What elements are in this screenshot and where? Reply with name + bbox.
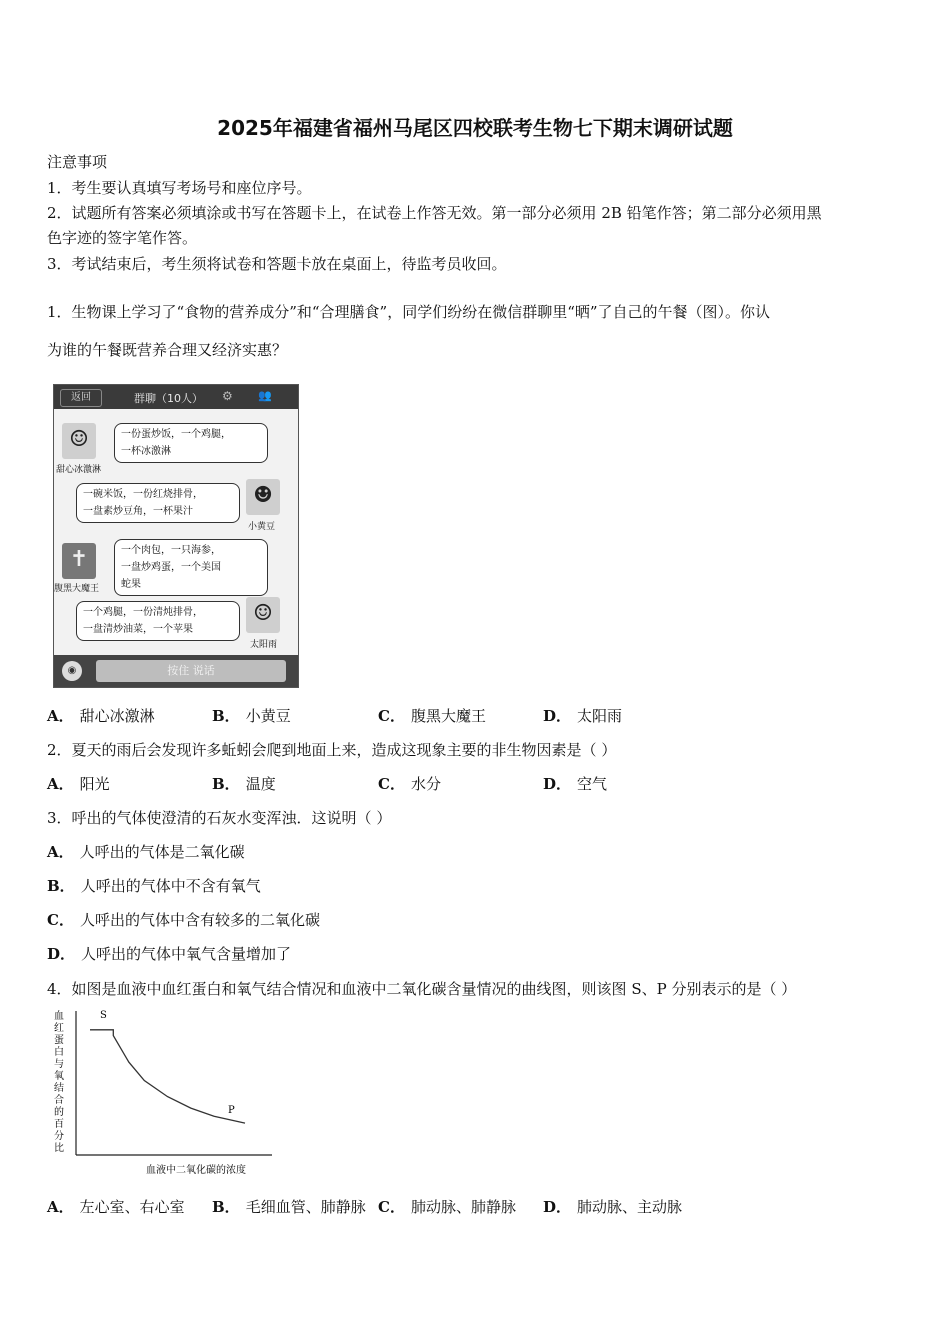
avatar-name: 甜心冰激淋 [56, 465, 102, 475]
chat-bubble: 一个肉包，一只海参， 一盘炒鸡蛋，一个美国 蛇果 [114, 539, 268, 596]
y-axis-label-char: 的 [54, 1107, 64, 1118]
y-axis-label-char: 红 [54, 1023, 64, 1034]
y-axis-label-char: 合 [54, 1095, 64, 1106]
question-4-stem: 4．如图是血液中血红蛋白和氧气结合情况和血液中二氧化碳含量情况的曲线图，则该图 S、P 分别表示的是（ ） [47, 980, 797, 998]
option-b: B． 小黄豆 [212, 707, 291, 725]
question-2-stem: 2．夏天的雨后会发现许多蚯蚓会爬到地面上来，造成这现象主要的非生物因素是（ ） [47, 741, 617, 759]
option-c: C． 腹黑大魔王 [378, 707, 486, 725]
option-c: C． 肺动脉、肺静脉 [378, 1198, 516, 1216]
question-1-stem: 1．生物课上学习了“食物的营养成分”和“合理膳食”，同学们纷纷在微信群聊里“晒”了自己的午餐（图）。你认 [47, 303, 771, 321]
y-axis-label-char: 蛋 [54, 1035, 64, 1046]
chat-bubble: 一个鸡腿，一份清炖排骨， 一盘清炒油菜，一个苹果 [76, 601, 240, 641]
y-axis-label [54, 1010, 64, 1154]
question-3-stem: 3．呼出的气体使澄清的石灰水变浑浊．这说明（ ） [47, 809, 392, 827]
chat-input-bar [54, 655, 298, 687]
avatar-name: 小黄豆 [248, 522, 276, 532]
option-b: B． 毛细血管、肺静脉 [212, 1198, 366, 1216]
question-1-stem-cont: 为谁的午餐既营养合理又经济实惠？ [47, 341, 288, 359]
option-c: C． 人呼出的气体中含有较多的二氧化碳 [47, 911, 320, 929]
y-axis-label-char: 氧 [54, 1071, 64, 1082]
option-d: D． 肺动脉、主动脉 [543, 1198, 683, 1216]
y-axis-label-char: 分 [54, 1131, 64, 1142]
y-axis-label-char: 白 [54, 1047, 64, 1058]
voice-icon: ◉ [62, 661, 82, 681]
notice-item: 1．考生要认真填写考场号和座位序号。 [47, 179, 312, 197]
chat-bubble: 一份蛋炒饭，一个鸡腿， 一杯冰激淋 [114, 423, 268, 463]
chat-header [54, 385, 298, 409]
notice-heading: 注意事项 [47, 153, 108, 171]
option-b: B． 温度 [212, 775, 276, 793]
notice-item: 3．考试结束后，考生须将试卷和答题卡放在桌面上，待监考员收回。 [47, 255, 507, 273]
notice-item: 色字迹的签字笔作答。 [47, 229, 198, 247]
avatar: ☺ [246, 597, 280, 633]
option-b: B． 人呼出的气体中不含有氧气 [47, 877, 261, 895]
wechat-lunch-figure [53, 384, 299, 688]
option-a: A． 阳光 [47, 775, 110, 793]
avatar: ☻ [246, 479, 280, 515]
page-title: 2025年福建省福州马尾区四校联考生物七下期末调研试题 [217, 116, 733, 140]
avatar: ☺ [62, 423, 96, 459]
y-axis-label-char: 与 [54, 1059, 64, 1070]
gear-icon: ⚙ [222, 389, 233, 403]
y-axis-label-char: 结 [54, 1083, 64, 1094]
back-button: 返回 [60, 389, 102, 407]
option-a: A． 左心室、右心室 [47, 1198, 185, 1216]
y-axis-label-char: 百 [54, 1119, 64, 1130]
annotation-p: P [228, 1105, 235, 1116]
avatar-name: 腹黑大魔王 [54, 584, 100, 594]
y-axis-label-char: 比 [54, 1143, 64, 1154]
avatar: ✝ [62, 543, 96, 579]
users-icon: 👥 [258, 389, 272, 402]
chat-bubble: 一碗米饭，一份红烧排骨， 一盘素炒豆角，一杯果汁 [76, 483, 240, 523]
y-axis-label-char: 血 [54, 1011, 64, 1022]
curve-line [90, 1030, 245, 1123]
option-c: C． 水分 [378, 775, 441, 793]
x-axis-label: 血液中二氧化碳的浓度 [146, 1165, 246, 1176]
press-to-talk-button: 按住 说话 [96, 660, 286, 682]
option-a: A． 人呼出的气体是二氧化碳 [47, 843, 245, 861]
hemoglobin-co2-chart [50, 1005, 290, 1185]
notice-item: 2．试题所有答案必须填涂或书写在答题卡上，在试卷上作答无效。第一部分必须用 2B 铅笔作答；第二部分必须用黑 [47, 204, 822, 222]
option-a: A． 甜心冰激淋 [47, 707, 155, 725]
option-d: D． 太阳雨 [543, 707, 623, 725]
avatar-name: 太阳雨 [250, 640, 278, 650]
option-d: D． 人呼出的气体中氧气含量增加了 [47, 945, 292, 963]
option-d: D． 空气 [543, 775, 608, 793]
group-title: 群聊（10人） [134, 392, 203, 405]
annotation-s: S [100, 1010, 107, 1021]
